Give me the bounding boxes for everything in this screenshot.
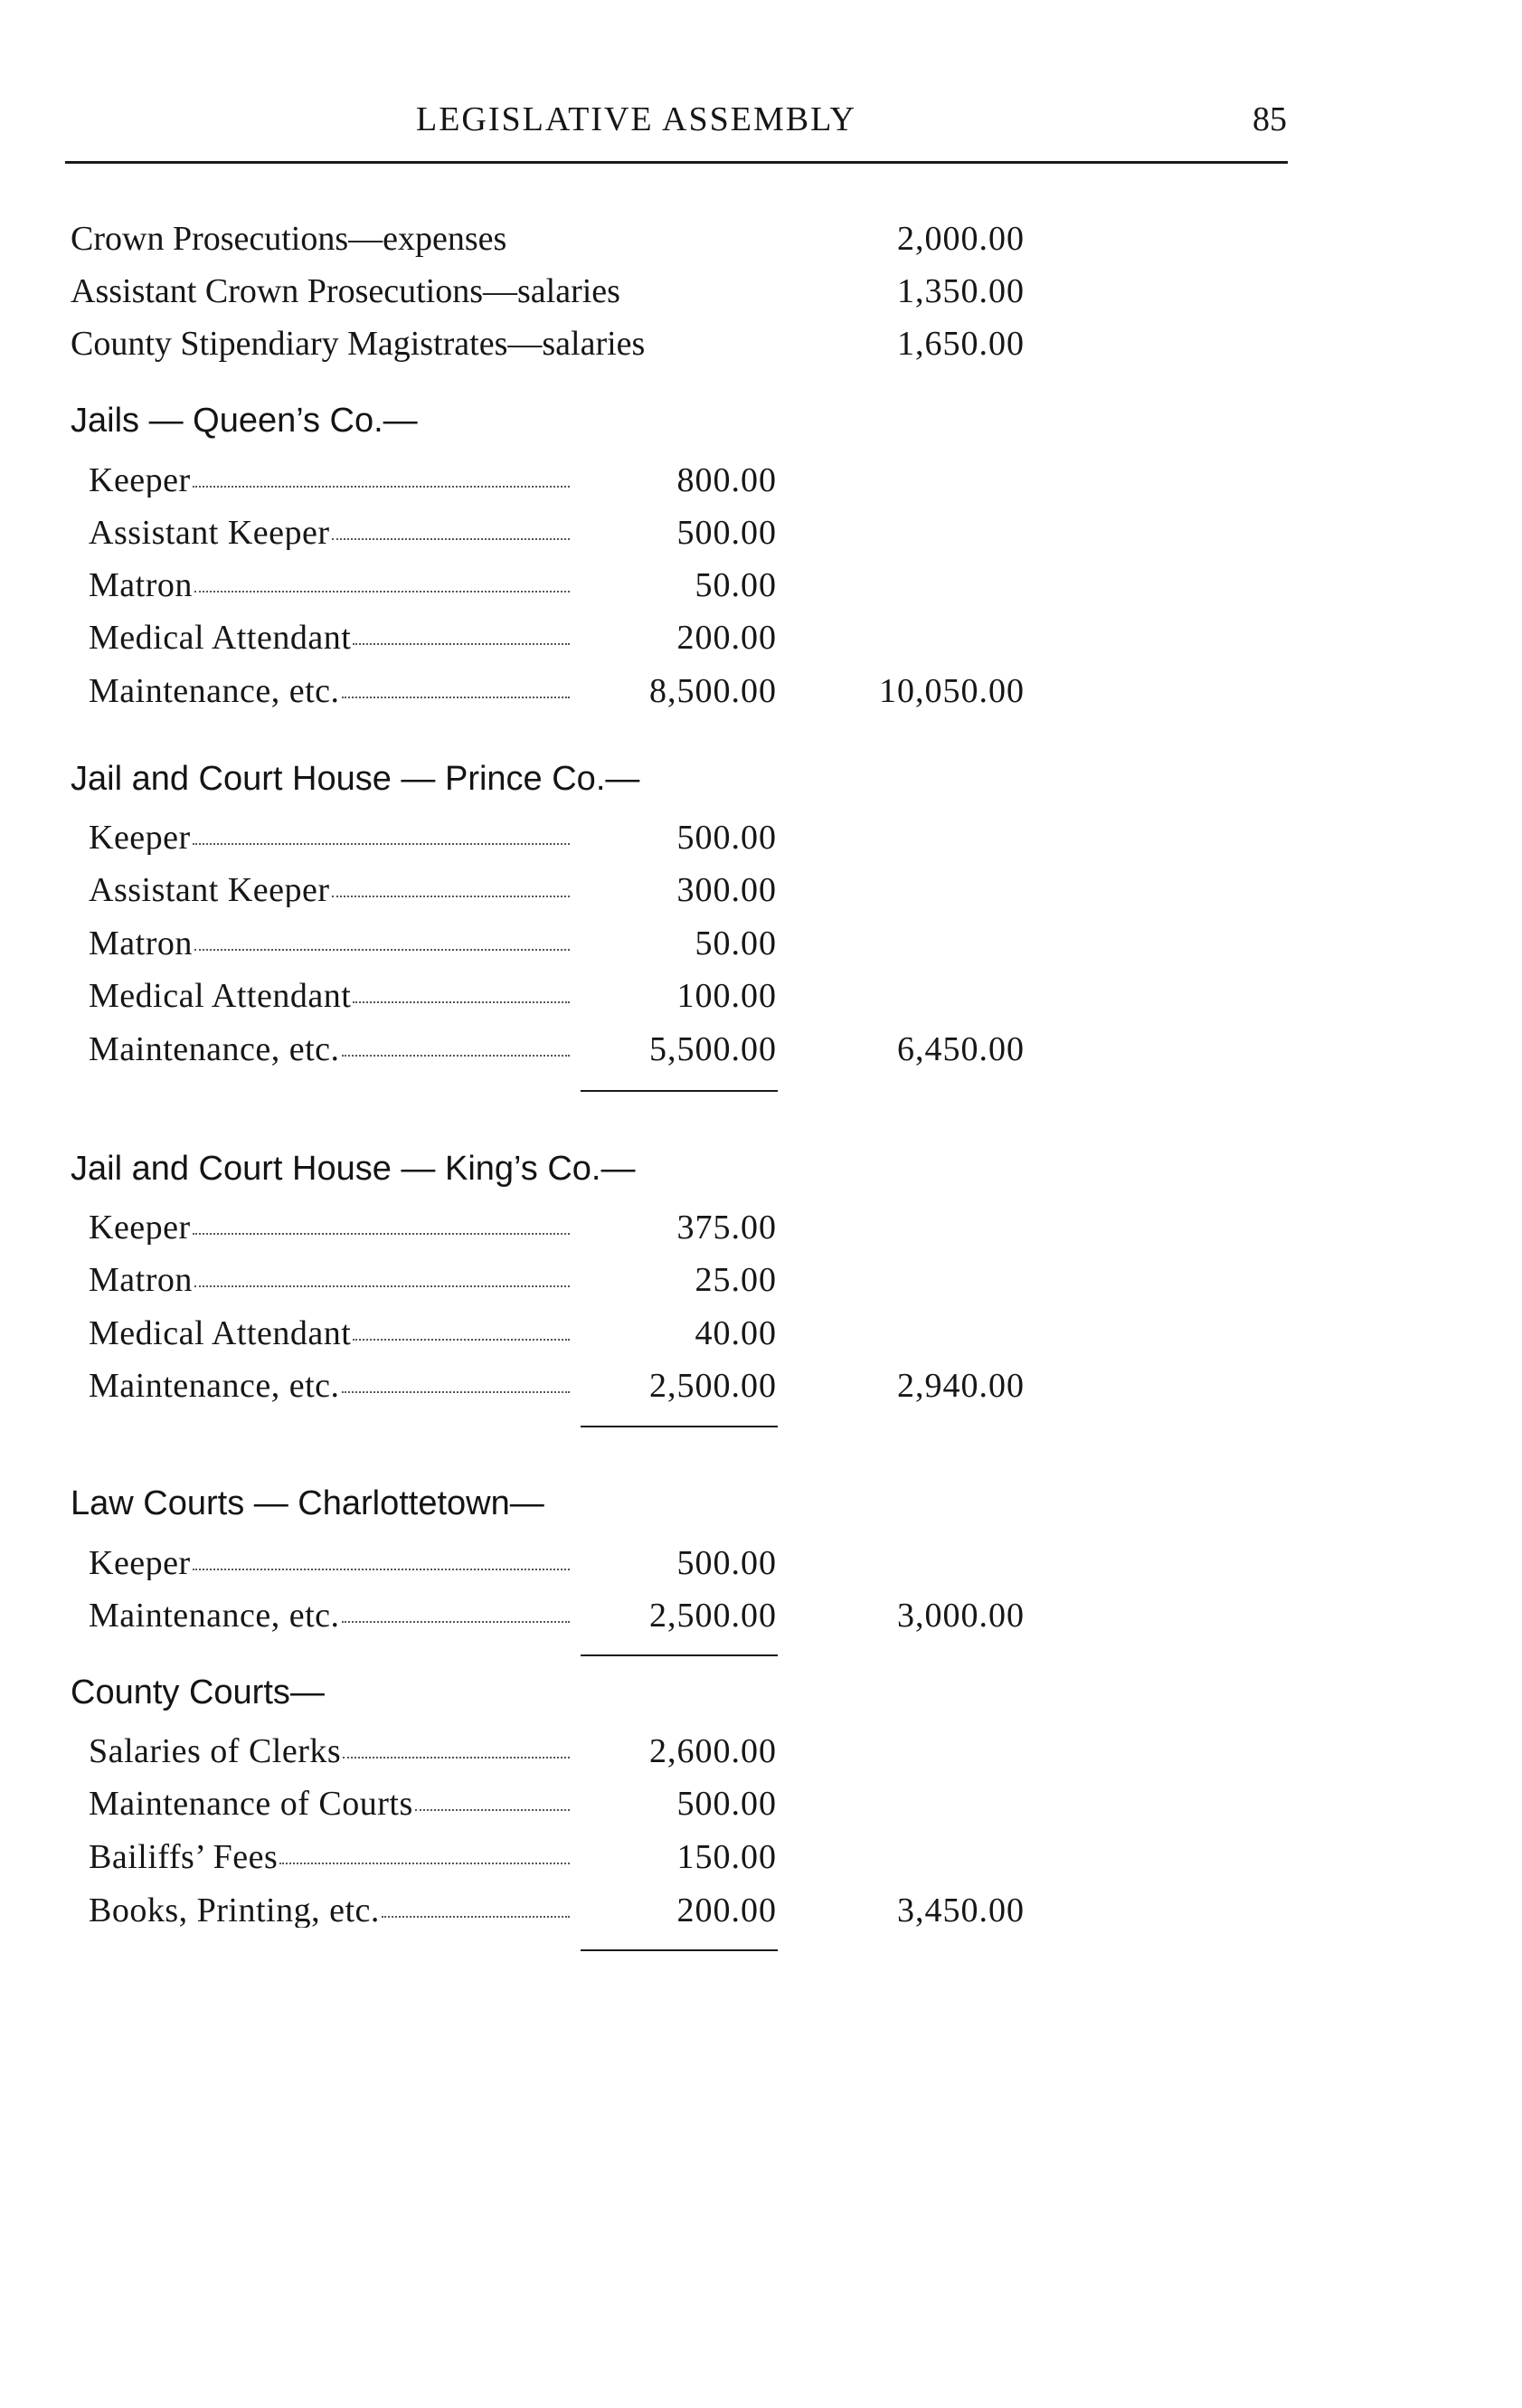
line-item-label: Assistant Keeper <box>89 873 570 907</box>
section-total: 2,940.00 <box>897 1367 1025 1405</box>
line-item-amount: 500.00 <box>676 1785 777 1823</box>
top-item-label: County Stipendiary Magistrates—salaries <box>71 325 646 363</box>
line-item-label: Keeper <box>89 1210 570 1245</box>
page-number: 85 <box>1253 100 1287 138</box>
line-item-amount: 2,500.00 <box>649 1597 777 1635</box>
section-total: 3,450.00 <box>897 1891 1025 1929</box>
line-item-amount: 500.00 <box>676 1544 777 1582</box>
line-item-label: Medical Attendant <box>89 621 570 655</box>
line-item-label: Maintenance of Courts <box>89 1787 570 1821</box>
line-item-amount: 500.00 <box>676 819 777 857</box>
line-item-amount: 150.00 <box>676 1838 777 1876</box>
top-item-label: Assistant Crown Prosecutions—salaries <box>71 272 620 310</box>
line-item-label: Maintenance, etc. <box>89 1369 570 1403</box>
line-item-amount: 8,500.00 <box>649 672 777 710</box>
line-item-label: Keeper <box>89 820 570 855</box>
line-item-amount: 5,500.00 <box>649 1030 777 1068</box>
section-heading: County Courts— <box>71 1673 325 1711</box>
top-item-total: 2,000.00 <box>897 220 1025 258</box>
line-item-amount: 300.00 <box>676 871 777 909</box>
line-item-amount: 40.00 <box>695 1314 777 1352</box>
line-item-amount: 50.00 <box>695 924 777 962</box>
line-item-label: Bailiffs’ Fees <box>89 1840 570 1874</box>
line-item-amount: 2,500.00 <box>649 1367 777 1405</box>
line-item-label: Medical Attendant <box>89 979 570 1013</box>
line-item-label: Matron <box>89 1263 570 1297</box>
line-item-label: Keeper <box>89 463 570 498</box>
section-heading: Jail and Court House — King’s Co.— <box>71 1150 636 1188</box>
line-item-label: Medical Attendant <box>89 1316 570 1351</box>
top-item-total: 1,650.00 <box>897 325 1025 363</box>
top-item-label: Crown Prosecutions—expenses <box>71 220 507 258</box>
line-item-amount: 800.00 <box>676 461 777 499</box>
sum-rule <box>581 1426 778 1427</box>
line-item-label: Matron <box>89 568 570 602</box>
line-item-label: Matron <box>89 926 570 961</box>
line-item-amount: 25.00 <box>695 1261 777 1299</box>
line-item-label: Salaries of Clerks <box>89 1734 570 1768</box>
line-item-label: Maintenance, etc. <box>89 1032 570 1067</box>
line-item-amount: 200.00 <box>676 1891 777 1929</box>
section-heading: Law Courts — Charlottetown— <box>71 1484 544 1522</box>
section-heading: Jail and Court House — Prince Co.— <box>71 760 640 798</box>
sum-rule <box>581 1654 778 1656</box>
line-item-amount: 375.00 <box>676 1209 777 1247</box>
line-item-amount: 500.00 <box>676 514 777 552</box>
line-item-amount: 200.00 <box>676 619 777 657</box>
page-title: LEGISLATIVE ASSEMBLY <box>416 100 856 138</box>
line-item-label: Books, Printing, etc. <box>89 1893 570 1928</box>
section-total: 6,450.00 <box>897 1030 1025 1068</box>
line-item-amount: 2,600.00 <box>649 1732 777 1770</box>
section-total: 10,050.00 <box>879 672 1025 710</box>
line-item-label: Assistant Keeper <box>89 516 570 550</box>
line-item-label: Maintenance, etc. <box>89 1598 570 1633</box>
header-rule <box>65 161 1288 164</box>
sum-rule <box>581 1090 778 1092</box>
line-item-label: Keeper <box>89 1546 570 1580</box>
section-total: 3,000.00 <box>897 1597 1025 1635</box>
section-heading: Jails — Queen’s Co.— <box>71 402 418 440</box>
line-item-amount: 100.00 <box>676 977 777 1015</box>
line-item-label: Maintenance, etc. <box>89 674 570 708</box>
top-item-total: 1,350.00 <box>897 272 1025 310</box>
sum-rule <box>581 1949 778 1951</box>
line-item-amount: 50.00 <box>695 566 777 604</box>
